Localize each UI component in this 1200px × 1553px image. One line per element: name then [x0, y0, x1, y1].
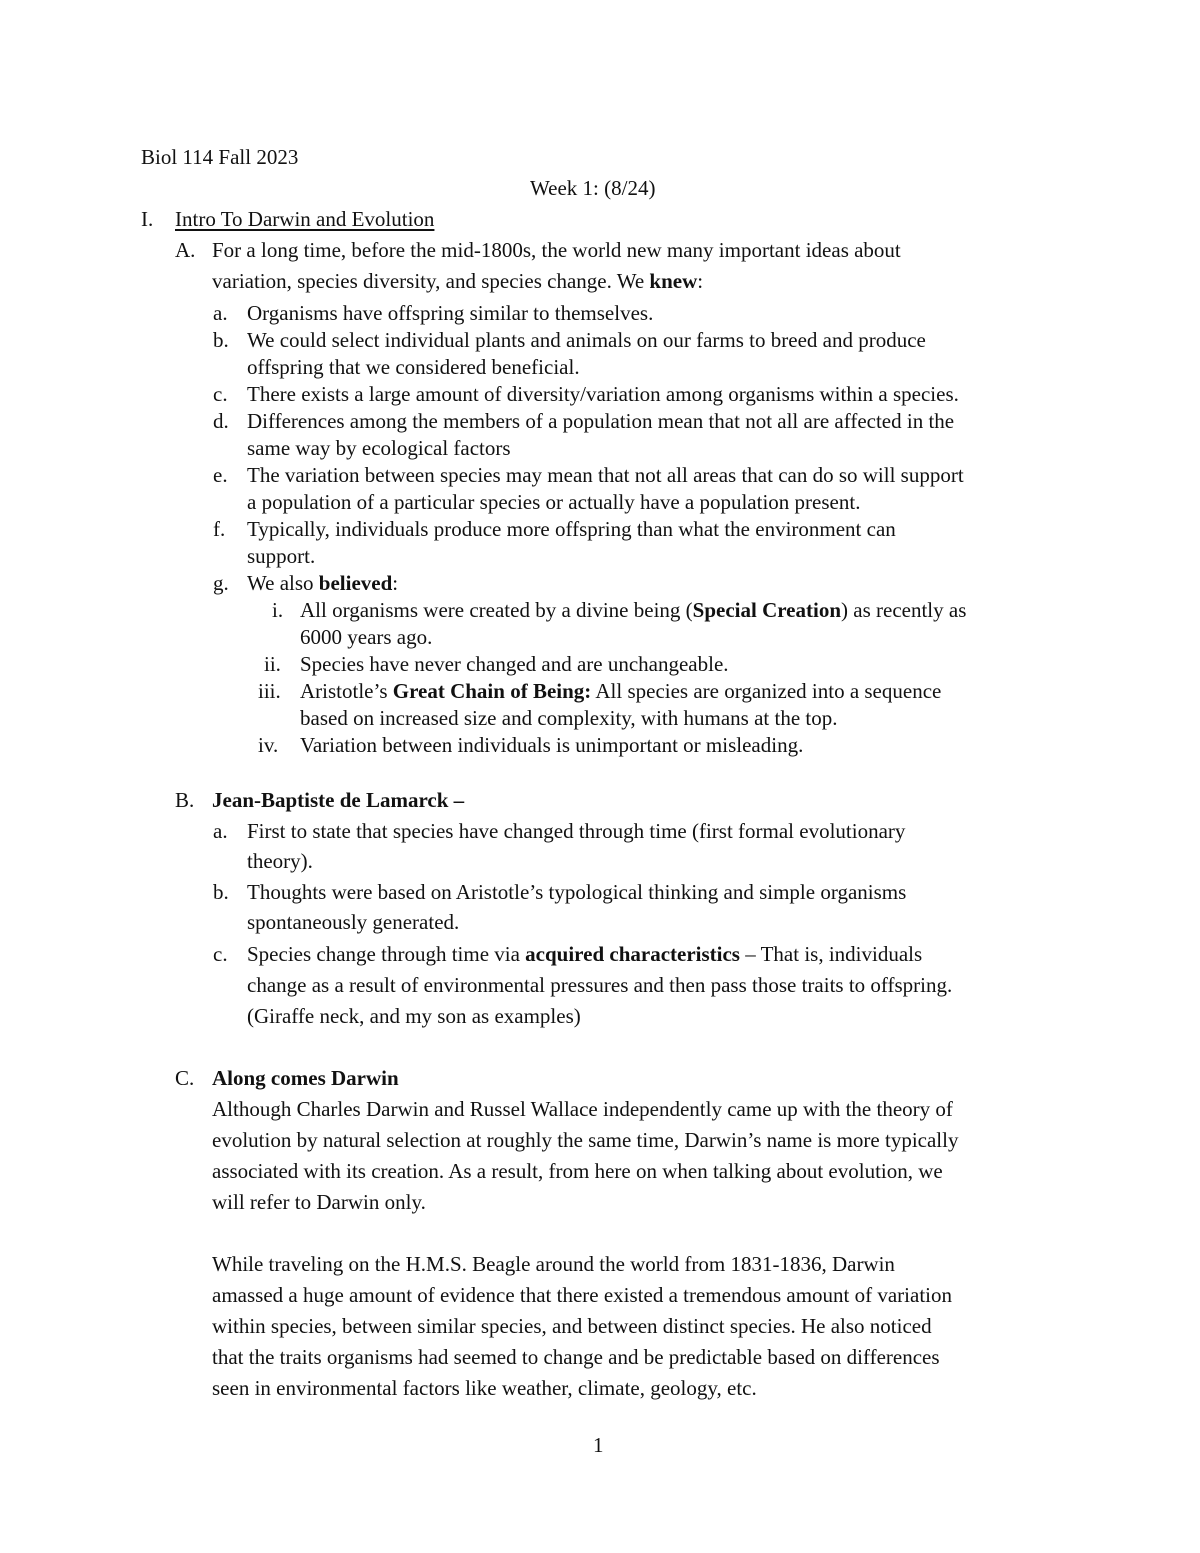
believed-term: believed [318, 571, 393, 595]
item-g-label: g. [213, 571, 229, 595]
item-b-line1: We could select individual plants and animals on our farms to breed and produce [247, 328, 926, 352]
belief-iv-label: iv. [258, 733, 279, 757]
para2-line1: While traveling on the H.M.S. Beagle around the world from 1831-1836, Darwin [212, 1252, 895, 1276]
item-a-line1: Organisms have offspring similar to themselves. [247, 301, 654, 325]
special-creation-term: Special Creation [692, 598, 842, 622]
belief-i-line1: All organisms were created by a divine being (Special Creation) as recently as [300, 598, 967, 622]
belief-iii-line1: Aristotle’s Great Chain of Being: All species are organized into a sequence [300, 679, 942, 703]
belief-i-line2: 6000 years ago. [300, 625, 433, 649]
para1-line3: associated with its creation. As a result, from here on when talking about evolution, we [212, 1159, 943, 1183]
item-a-label: a. [213, 301, 228, 325]
item-b-line2: offspring that we considered beneficial. [247, 355, 580, 379]
part-a-label: A. [175, 238, 196, 262]
b-item-b-label: b. [213, 880, 229, 904]
item-f-line2: support. [247, 544, 316, 568]
item-g-line1: We also believed: [247, 571, 399, 595]
section-i-title: Intro To Darwin and Evolution [175, 207, 435, 231]
acquired-characteristics-term: acquired characteristics [525, 942, 740, 966]
para2-line5: seen in environmental factors like weather, climate, geology, etc. [212, 1376, 757, 1400]
b-item-c-line1: Species change through time via acquired characteristics – That is, individuals [247, 942, 923, 966]
belief-ii-label: ii. [264, 652, 281, 676]
belief-i-label: i. [272, 598, 284, 622]
b-item-b-line2: spontaneously generated. [247, 910, 460, 934]
part-b-label: B. [175, 788, 195, 812]
b-item-b-line1: Thoughts were based on Aristotle’s typological thinking and simple organisms [247, 880, 907, 904]
item-d-line2: same way by ecological factors [247, 436, 511, 460]
belief-ii-line1: Species have never changed and are unchangeable. [300, 652, 729, 676]
great-chain-term: Great Chain of Being: [392, 679, 592, 703]
item-e-line2: a population of a particular species or actually have a population present. [247, 490, 861, 514]
knew-term: knew [649, 269, 698, 293]
part-c-title: Along comes Darwin [212, 1066, 399, 1090]
belief-iv-line1: Variation between individuals is unimportant or misleading. [300, 733, 804, 757]
item-e-line1: The variation between species may mean that not all areas that can do so will support [247, 463, 964, 487]
part-a-intro-line2: variation, species diversity, and species change. We knew: [212, 269, 704, 293]
b-item-c-line2: change as a result of environmental pressures and then pass those traits to offspring. [247, 973, 953, 997]
item-b-label: b. [213, 328, 229, 352]
item-d-line1: Differences among the members of a population mean that not all are affected in the [247, 409, 955, 433]
part-a-intro-line1: For a long time, before the mid-1800s, the world new many important ideas about [212, 238, 901, 262]
week-heading: Week 1: (8/24) [530, 176, 656, 200]
para1-line2: evolution by natural selection at roughly the same time, Darwin’s name is more typically [212, 1128, 959, 1152]
para2-line2: amassed a huge amount of evidence that there existed a tremendous amount of variation [212, 1283, 952, 1307]
para2-line4: that the traits organisms had seemed to change and be predictable based on differences [212, 1345, 940, 1369]
item-f-label: f. [213, 517, 226, 541]
item-c-line1: There exists a large amount of diversity/variation among organisms within a species. [247, 382, 959, 406]
b-item-a-line1: First to state that species have changed through time (first formal evolutionary [247, 819, 906, 843]
item-e-label: e. [213, 463, 228, 487]
b-item-c-label: c. [213, 942, 228, 966]
b-item-a-label: a. [213, 819, 228, 843]
part-b-title: Jean-Baptiste de Lamarck – [212, 788, 465, 812]
item-f-line1: Typically, individuals produce more offspring than what the environment can [247, 517, 896, 541]
para2-line3: within species, between similar species, and between distinct species. He also noticed [212, 1314, 932, 1338]
b-item-c-line3: (Giraffe neck, and my son as examples) [247, 1004, 581, 1028]
part-c-label: C. [175, 1066, 195, 1090]
course-title: Biol 114 Fall 2023 [141, 145, 299, 169]
page-number: 1 [593, 1433, 604, 1457]
belief-iii-line2: based on increased size and complexity, with humans at the top. [300, 706, 838, 730]
item-c-label: c. [213, 382, 228, 406]
b-item-a-line2: theory). [247, 849, 313, 873]
item-d-label: d. [213, 409, 229, 433]
para1-line4: will refer to Darwin only. [212, 1190, 426, 1214]
section-i-label: I. [141, 207, 154, 231]
para1-line1: Although Charles Darwin and Russel Wallace independently came up with the theory of [212, 1097, 953, 1121]
belief-iii-label: iii. [258, 679, 281, 703]
